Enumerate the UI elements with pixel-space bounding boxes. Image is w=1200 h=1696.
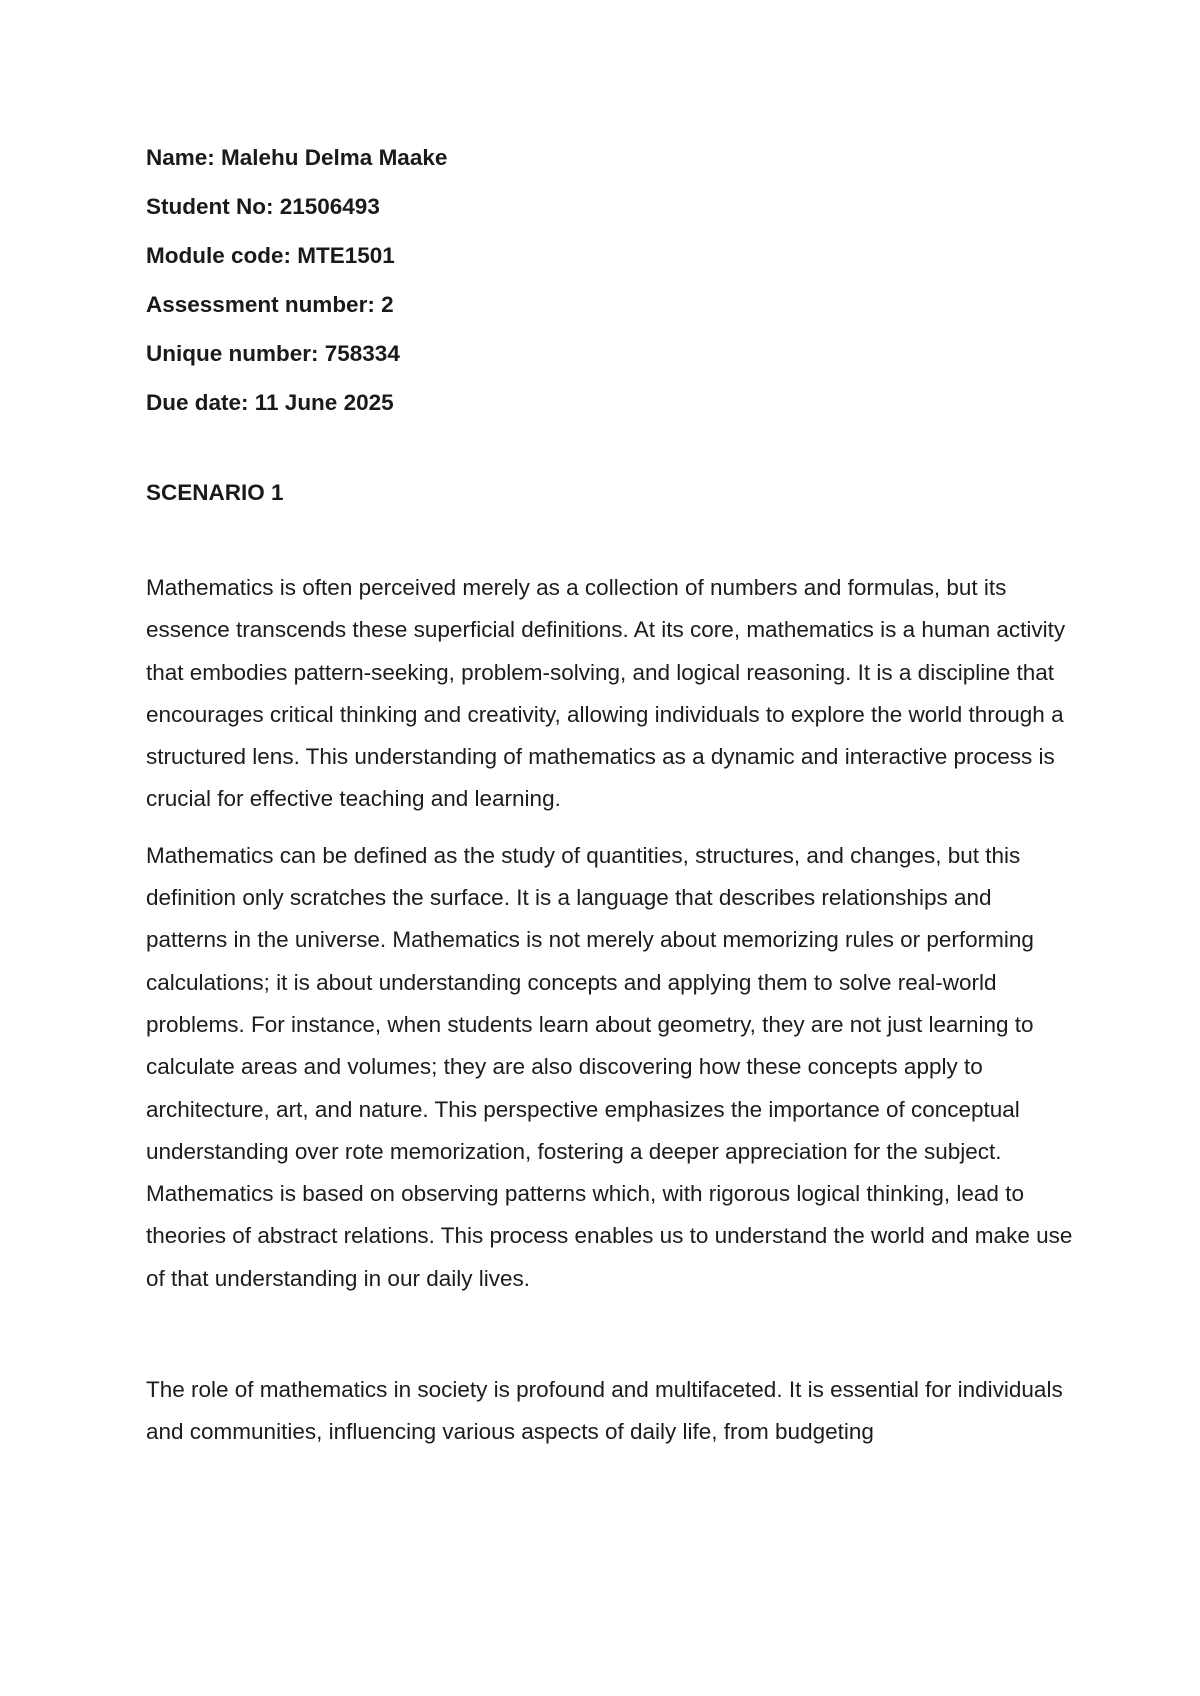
student-name: Name: Malehu Delma Maake bbox=[146, 145, 448, 170]
paragraph-2: Mathematics can be defined as the study of quantities, structures, and changes, but this definition only scratches the surface. It is a language that describes relationships and patterns in the universe. Mathematics is not merely about memorizing rules or performing calculations; it is about understanding concepts and applying them to solve real-world problems. For instance, when students learn about geometry, they are not just learning to calculate areas and volumes; they are also discovering how these concepts apply to architecture, art, and nature. This perspective emphasizes the importance of conceptual understanding over rote memorization, fostering a deeper appreciation for the subject. Mathematics is based on observing patterns which, with rigorous logical thinking, lead to theories of abstract relations. This process enables us to understand the world and make use of that understanding in our daily lives. bbox=[146, 842, 1073, 1291]
document-content bbox=[146, 144, 1076, 1454]
paragraph-3: The role of mathematics in society is profound and multifaceted. It is essential for individuals and communities, influencing various aspects of daily life, from budgeting bbox=[146, 1377, 1063, 1445]
unique-number: Unique number: 758334 bbox=[146, 341, 400, 366]
module-code: Module code: MTE1501 bbox=[146, 243, 395, 268]
due-date: Due date: 11 June 2025 bbox=[146, 390, 394, 415]
assessment-number: Assessment number: 2 bbox=[146, 292, 394, 317]
student-number: Student No: 21506493 bbox=[146, 194, 380, 219]
paragraph-1: Mathematics is often perceived merely as a collection of numbers and formulas, but its essence transcends these superficial definitions. At its core, mathematics is a human activity that embodies pattern-seeking, problem-solving, and logical reasoning. It is a discipline that encourages critical thinking and creativity, allowing individuals to explore the world through a structured lens. This understanding of mathematics as a dynamic and interactive process is crucial for effective teaching and learning. bbox=[146, 575, 1066, 812]
scenario-heading: SCENARIO 1 bbox=[146, 480, 284, 505]
